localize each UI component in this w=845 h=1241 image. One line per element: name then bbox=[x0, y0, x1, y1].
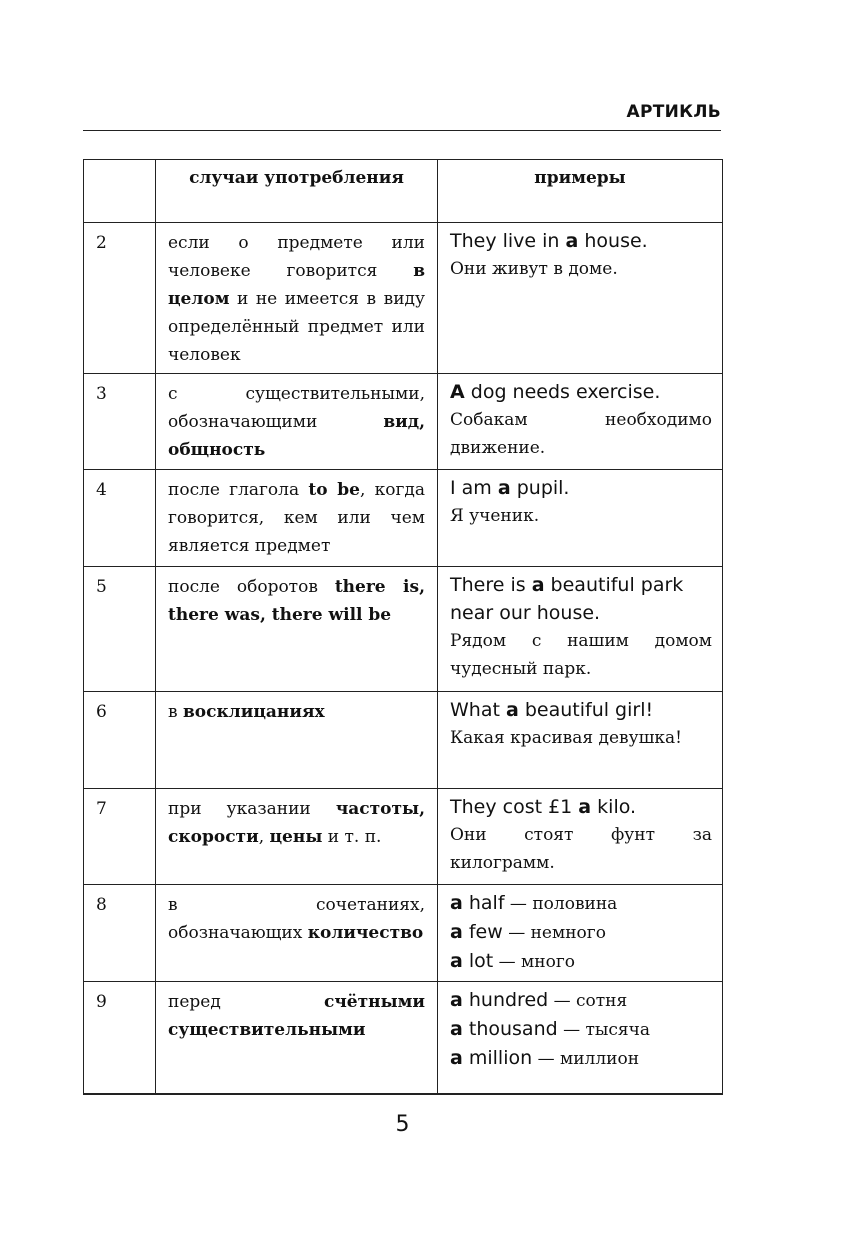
example-translation: — миллион bbox=[532, 1049, 640, 1069]
row-number: 9 bbox=[84, 982, 156, 1094]
case-text: и т. п. bbox=[322, 827, 382, 847]
example-english bbox=[450, 950, 493, 972]
case-emphasis: to be bbox=[308, 480, 360, 500]
example-text: beautiful girl! bbox=[518, 699, 654, 721]
usage-case bbox=[156, 223, 438, 374]
case-emphasis: количество bbox=[307, 923, 424, 943]
article-highlight: a bbox=[497, 477, 511, 499]
row-number: 7 bbox=[84, 789, 156, 885]
example-list-item bbox=[450, 1044, 712, 1073]
case-text: перед bbox=[168, 992, 324, 1012]
row-number: 5 bbox=[84, 567, 156, 692]
table-row bbox=[84, 789, 723, 885]
case-emphasis: there is, there was, there will be bbox=[168, 577, 431, 625]
article-highlight: a bbox=[565, 230, 579, 252]
example-word: few bbox=[462, 921, 503, 943]
row-number: 6 bbox=[84, 692, 156, 789]
case-text: с существительными, обозначающими bbox=[168, 384, 431, 432]
usage-example bbox=[438, 470, 723, 567]
usage-case bbox=[156, 885, 438, 982]
case-text: , bbox=[258, 827, 270, 847]
table-row bbox=[84, 374, 723, 470]
example-translation: — немного bbox=[502, 923, 606, 943]
example-text: house. bbox=[578, 230, 648, 252]
example-text: I am bbox=[450, 477, 498, 499]
table-header-row bbox=[84, 160, 723, 223]
example-text: kilo. bbox=[591, 796, 637, 818]
example-english bbox=[450, 892, 505, 914]
case-text: при указании bbox=[168, 799, 336, 819]
example-list-item bbox=[450, 986, 712, 1015]
table-row bbox=[84, 223, 723, 374]
article-highlight: a bbox=[450, 1018, 463, 1040]
usage-case bbox=[156, 470, 438, 567]
example-list-item bbox=[450, 1015, 712, 1044]
table-row bbox=[84, 470, 723, 567]
case-text: и не имеется в виду определённый предмет или человек bbox=[168, 289, 431, 365]
case-text: в bbox=[168, 702, 183, 722]
example-text: pupil. bbox=[510, 477, 570, 499]
case-emphasis: частоты, скорости bbox=[168, 799, 431, 847]
article-highlight: a bbox=[531, 574, 545, 596]
example-english bbox=[450, 474, 712, 502]
article-usage-table bbox=[83, 159, 723, 1095]
usage-example bbox=[438, 567, 723, 692]
case-emphasis: цены bbox=[269, 827, 323, 847]
table-row bbox=[84, 567, 723, 692]
example-word: half bbox=[462, 892, 505, 914]
table-row bbox=[84, 982, 723, 1094]
example-text: There is bbox=[450, 574, 532, 596]
case-emphasis: вид, общность bbox=[168, 412, 431, 460]
example-list-item bbox=[450, 918, 712, 947]
usage-case bbox=[156, 374, 438, 470]
header-cases: случаи употребления bbox=[156, 160, 438, 223]
article-highlight: A bbox=[450, 381, 465, 403]
row-number: 3 bbox=[84, 374, 156, 470]
usage-example bbox=[438, 223, 723, 374]
case-text: , когда говорится, кем или чем является предмет bbox=[168, 480, 431, 556]
header-number bbox=[84, 160, 156, 223]
example-translation: Какая красивая девушка! bbox=[450, 728, 683, 748]
example-word: thousand bbox=[462, 1018, 558, 1040]
example-english bbox=[450, 793, 712, 821]
case-text: если о предмете или человеке говорится bbox=[168, 233, 431, 281]
case-emphasis: восклицаниях bbox=[182, 702, 325, 722]
case-text: после глагола bbox=[168, 480, 309, 500]
example-list-item bbox=[450, 889, 712, 918]
usage-example bbox=[438, 692, 723, 789]
page-number: 5 bbox=[395, 1112, 410, 1137]
running-head: АРТИКЛЬ bbox=[626, 102, 721, 122]
table-row bbox=[84, 885, 723, 982]
example-translation: Они живут в доме. bbox=[450, 259, 618, 279]
example-english bbox=[450, 571, 712, 627]
example-text: What bbox=[450, 699, 506, 721]
example-text: They live in bbox=[450, 230, 566, 252]
article-highlight: a bbox=[450, 1047, 463, 1069]
usage-example bbox=[438, 982, 723, 1094]
row-number: 4 bbox=[84, 470, 156, 567]
usage-case bbox=[156, 692, 438, 789]
example-translation: Они стоят фунт за килограмм. bbox=[450, 825, 712, 873]
article-highlight: a bbox=[578, 796, 592, 818]
example-english bbox=[450, 227, 712, 255]
example-english bbox=[450, 921, 503, 943]
article-highlight: a bbox=[505, 699, 519, 721]
case-text: в сочетаниях, обозначающих bbox=[168, 895, 431, 943]
example-english bbox=[450, 989, 548, 1011]
usage-example bbox=[438, 885, 723, 982]
example-translation: — половина bbox=[504, 894, 618, 914]
header-rule bbox=[83, 130, 721, 131]
example-word: million bbox=[462, 1047, 533, 1069]
example-translation: — много bbox=[493, 952, 575, 972]
example-word: hundred bbox=[462, 989, 549, 1011]
article-highlight: a bbox=[450, 950, 463, 972]
example-english bbox=[450, 1018, 558, 1040]
case-text: после оборотов bbox=[168, 577, 335, 597]
table-row bbox=[84, 692, 723, 789]
example-translation: Рядом с нашим домом чудесный парк. bbox=[450, 631, 712, 679]
example-word: lot bbox=[462, 950, 494, 972]
example-translation: — тысяча bbox=[557, 1020, 651, 1040]
example-text: They cost £1 bbox=[450, 796, 579, 818]
example-translation: Собакам необходимо движение. bbox=[450, 410, 712, 458]
example-english bbox=[450, 378, 712, 406]
usage-case bbox=[156, 789, 438, 885]
article-highlight: a bbox=[450, 921, 463, 943]
case-emphasis: счётными существительными bbox=[168, 992, 431, 1040]
example-text: beautiful park near our house. bbox=[450, 574, 690, 624]
case-emphasis: в целом bbox=[168, 261, 431, 309]
example-text: dog needs exercise. bbox=[464, 381, 661, 403]
example-translation: — сотня bbox=[548, 991, 628, 1011]
usage-example bbox=[438, 789, 723, 885]
usage-case bbox=[156, 567, 438, 692]
row-number: 2 bbox=[84, 223, 156, 374]
article-highlight: a bbox=[450, 892, 463, 914]
example-english bbox=[450, 696, 712, 724]
example-english bbox=[450, 1047, 532, 1069]
example-translation: Я ученик. bbox=[450, 506, 540, 526]
header-examples: примеры bbox=[438, 160, 723, 223]
article-highlight: a bbox=[450, 989, 463, 1011]
usage-case bbox=[156, 982, 438, 1094]
example-list-item bbox=[450, 947, 712, 976]
row-number: 8 bbox=[84, 885, 156, 982]
usage-example bbox=[438, 374, 723, 470]
